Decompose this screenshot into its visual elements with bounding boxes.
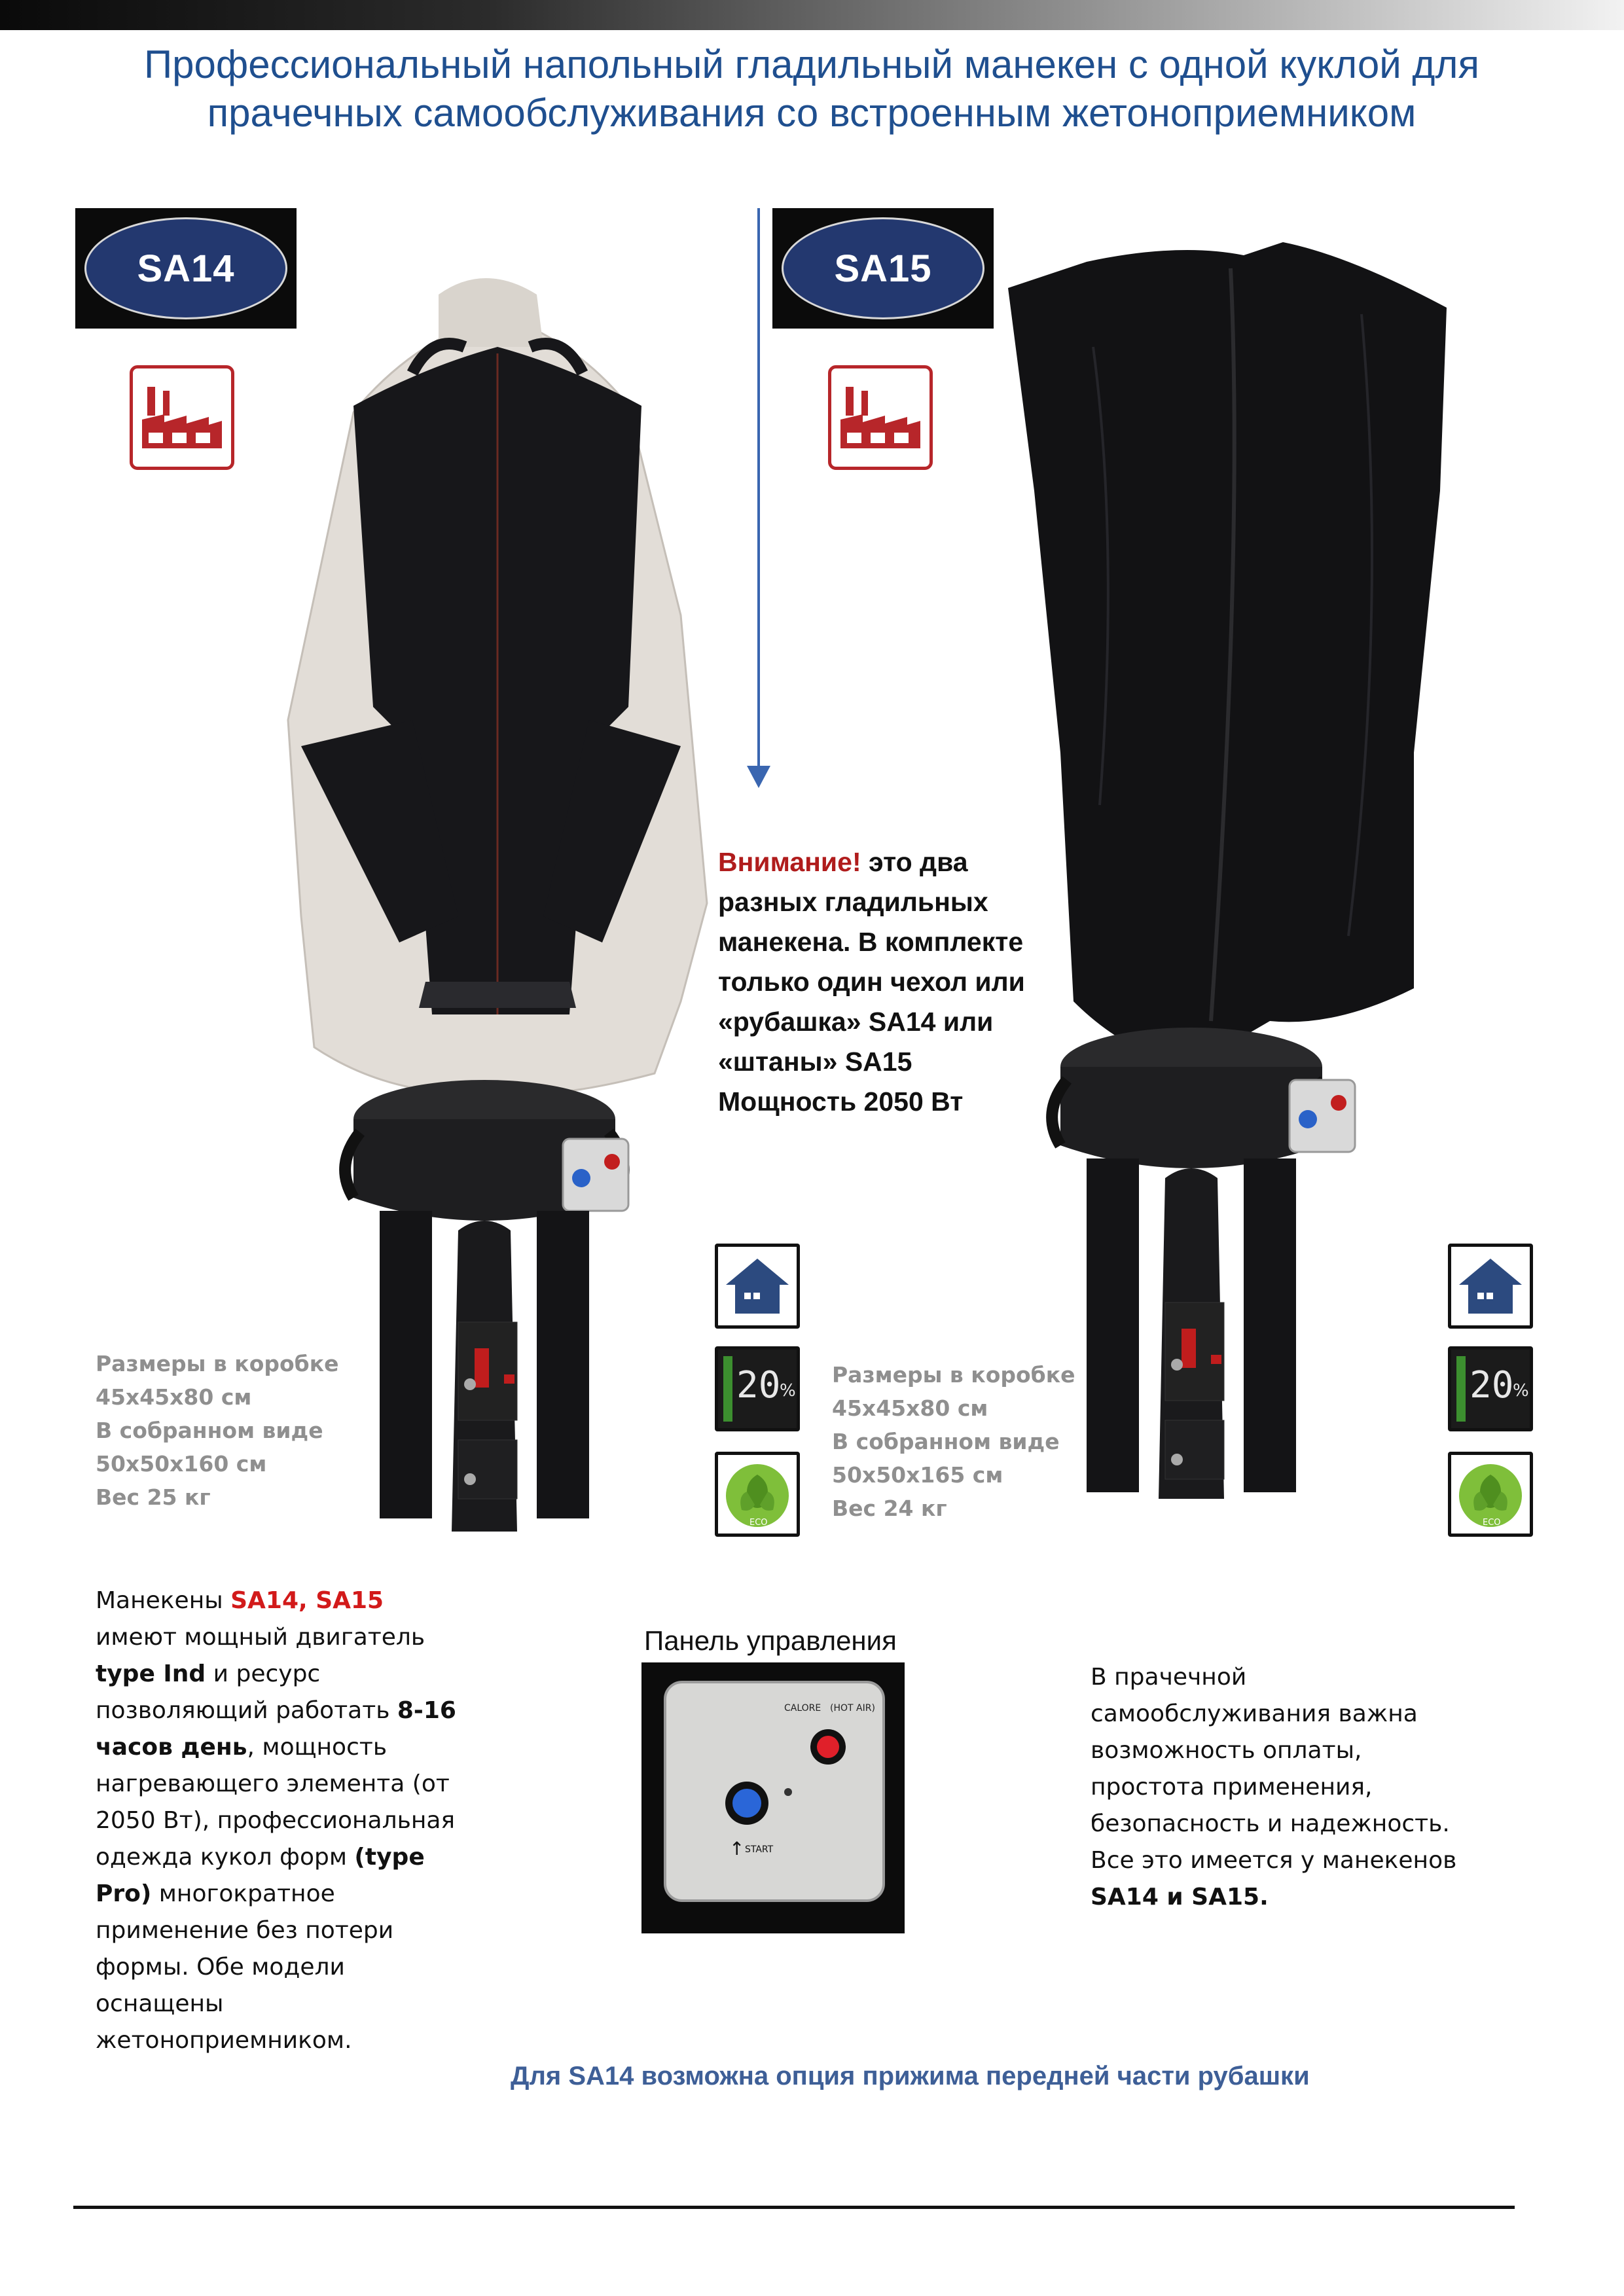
specs-sa14 [96, 1347, 357, 1514]
control-panel-photo [641, 1662, 905, 1933]
eco-leaf-icon [1448, 1452, 1533, 1537]
factory-icon [130, 365, 234, 470]
panel-calore-label: CALORE [784, 1703, 821, 1713]
pointer-arrow-head [747, 766, 770, 788]
pointer-arrow-line [757, 208, 760, 771]
energy-saving-20-percent-icon [1448, 1346, 1533, 1431]
text-run: многократное применение без потери формы. Обе модели оснащены жетоноприемником. [96, 1880, 394, 2054]
spec-line: В собранном виде [96, 1418, 323, 1443]
warning-body: это два разных гладильных манекена. В комплекте только один чехол или «рубашка» SA14 или «штаны» SA15 [718, 847, 1025, 1077]
eco-label: ECO [1483, 1518, 1501, 1528]
panel-hot-air-label: (HOT AIR) [830, 1703, 875, 1713]
product-photo-sa15 [995, 216, 1479, 1558]
spec-line: Размеры в коробке [832, 1362, 1075, 1388]
percent-sign: % [1513, 1381, 1529, 1401]
model-badge-label: SA15 [834, 247, 932, 290]
spec-line: 45x45x80 см [832, 1395, 988, 1421]
models-highlight: SA14 и SA15. [1091, 1884, 1269, 1910]
spec-line: Вес 25 кг [96, 1484, 211, 1510]
option-note: Для SA14 возможна опция прижима передней части рубашки [511, 2062, 1310, 2090]
text-run: , мощность нагревающего элемента (от 2050 Вт), профессиональная одежда кукол форм [96, 1734, 456, 1871]
bottom-divider [73, 2206, 1515, 2209]
heat-button-red[interactable] [810, 1729, 846, 1765]
title-line-1: Профессиональный напольный гладильный манекен с одной куклой для [144, 43, 1479, 86]
text-run: имеют мощный двигатель [96, 1624, 425, 1651]
warning-text [718, 842, 1058, 1122]
gauge-bar [723, 1356, 732, 1422]
panel-face [664, 1681, 885, 1902]
title-line-2: прачечных самообслуживания со встроенным жетоноприемником [207, 91, 1416, 135]
spec-line: В собранном виде [832, 1429, 1060, 1454]
energy-saving-20-percent-icon [715, 1346, 800, 1431]
type-ind: type Ind [96, 1660, 206, 1687]
percent-value: 20 [1470, 1364, 1514, 1407]
text-run: В прачечной самообслуживания важна возможность оплаты, простота применения, безопасность и надежность. Все это имеется у манекенов [1091, 1664, 1457, 1874]
factory-icon [828, 365, 933, 470]
gauge-bar [1456, 1356, 1466, 1422]
model-badge-label: SA14 [137, 247, 235, 290]
spec-line: Размеры в коробке [96, 1351, 339, 1376]
spec-line: 50x50x165 см [832, 1462, 1003, 1488]
panel-start-label: START [745, 1844, 774, 1855]
control-panel-label: Панель управления [644, 1625, 897, 1656]
page-title [52, 41, 1571, 137]
text-run: Манекены [96, 1587, 231, 1614]
warning-highlight: Внимание! [718, 847, 861, 877]
percent-sign: % [780, 1381, 796, 1401]
description-right [1091, 1659, 1457, 1916]
indicator-led [784, 1788, 792, 1796]
spec-line: Вес 24 кг [832, 1496, 947, 1521]
top-gradient-bar [0, 0, 1624, 30]
type-pro: (type Pro) [96, 1844, 425, 1907]
hours-highlight: 8-16 часов день [96, 1697, 456, 1761]
spec-line: 45x45x80 см [96, 1384, 252, 1410]
arrow-up-icon: ↑ [729, 1838, 745, 1859]
description-left [96, 1583, 462, 2059]
spec-line: 50x50x160 см [96, 1451, 267, 1477]
warning-power: Мощность 2050 Вт [718, 1086, 964, 1117]
specs-sa15 [832, 1358, 1094, 1525]
percent-value: 20 [736, 1364, 781, 1407]
start-button-blue[interactable] [725, 1782, 768, 1825]
home-icon [1448, 1244, 1533, 1329]
home-icon [715, 1244, 800, 1329]
eco-leaf-icon [715, 1452, 800, 1537]
eco-label: ECO [749, 1518, 768, 1528]
text-run: и ресурс позволяющий работать [96, 1660, 397, 1724]
models-highlight: SA14, SA15 [230, 1587, 384, 1614]
model-badge-sa15 [772, 208, 994, 329]
